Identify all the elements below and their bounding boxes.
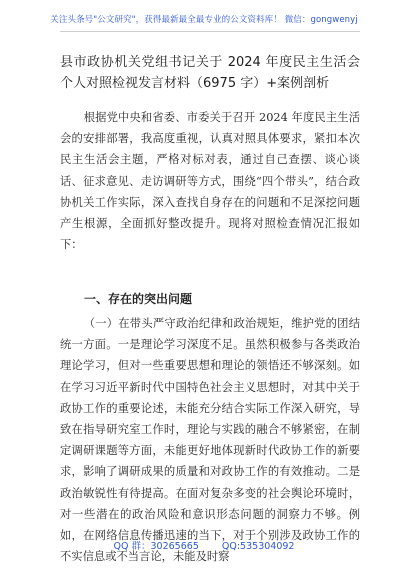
header-divider: [60, 31, 360, 32]
section-heading: 一、存在的突出问题: [84, 292, 193, 306]
document-title: 县市政协机关党组书记关于 2024 年度民主生活会个人对照检视发言材料（6975 字）+案例剖析: [60, 55, 360, 91]
promo-banner: 关注头条号"公文研究"，获得最新最全最专业的公文资料库！ 微信：gongwenyj: [50, 15, 358, 25]
contact-footer: [0, 538, 408, 552]
section-paragraph: （一）在带头严守政治纪律和政治规矩，维护党的团结统一方面。一是理论学习深度不足。虽然积极参与各类政治理论学习，但对一些重要思想和理论的领悟还不够深刻。如在学习习近平新时代中国特色社会主义思想时，对其中关于政协工作的重要论述，未能充分结合实际工作深入研究，导致在指导研究室工作时，理论与实践的融合不够紧密，在制定调研课题等方面，未能更好地体现新时代政协工作的新要求，影响了调研成果的质量和对政协工作的有效推动。二是政治敏锐性有待提高。在面对复杂多变的社会舆论环境时，对一些潜在的政治风险和意识形态问题的洞察力不够。例如，在网络信息传播迅速的当下，对于个别涉及政协工作的不实信息或不当言论，未能及时察: [60, 317, 360, 564]
qq-text: QQ:535304092: [221, 541, 295, 552]
intro-paragraph: 根据党中央和省委、市委关于召开 2024 年度民主生活会的安排部署，我高度重视，认真对照具体要求，紧扣本次民主生活会主题，严格对标对表，通过自己查摆、谈心谈话、征求意见、走访调研等方式，围绕“四个带头”，结合政协机关工作实际，深入查找自身存在的问题和不足深挖问题产生根源，全面抓好整改提升。现将对照检查情况汇报如下：: [60, 111, 360, 252]
qq-group-text: QQ 群：30265665: [113, 541, 199, 552]
